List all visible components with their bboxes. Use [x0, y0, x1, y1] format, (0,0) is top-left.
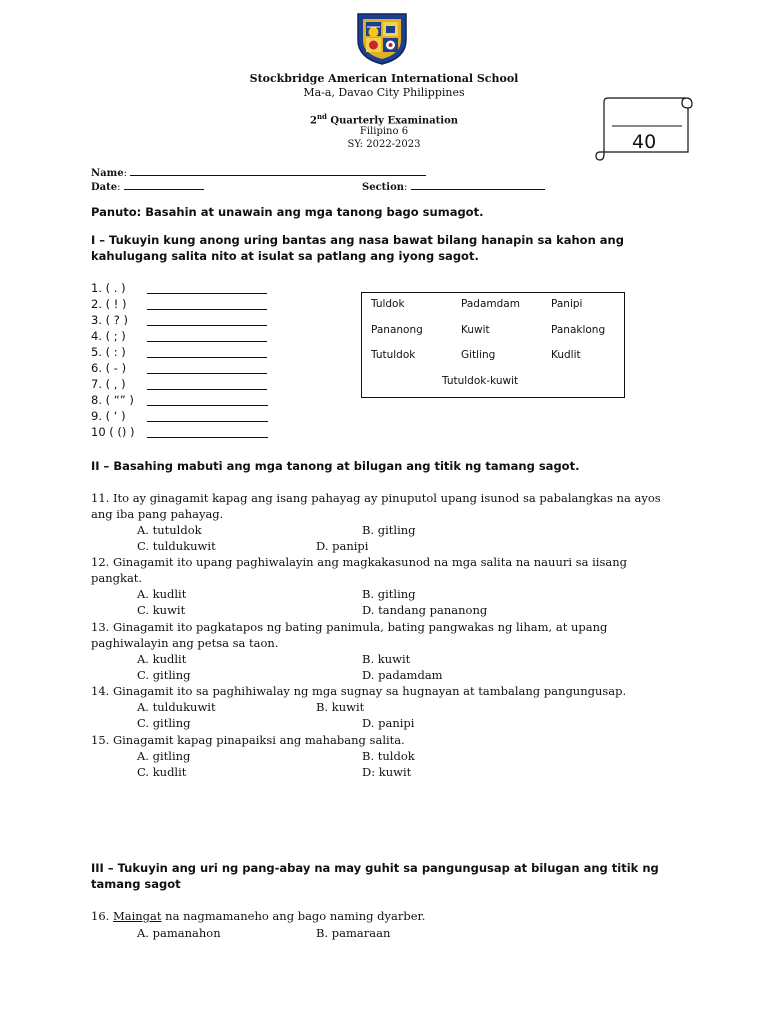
choice-b[interactable]: B. gitling	[362, 587, 416, 601]
word-bank-item: Tuldok	[371, 298, 405, 310]
answer-blank[interactable]	[147, 405, 268, 406]
part3-heading-line1: III – Tukuyin ang uri ng pang-abay na may guhit sa pangungusap at bilugan ang titik ng	[91, 861, 659, 875]
punctuation-item: 7. ( , )	[91, 377, 126, 391]
question-13-text-cont: paghiwalayin ang petsa sa taon.	[91, 636, 279, 650]
choice-d[interactable]: D. panipi	[316, 539, 369, 553]
punctuation-item: 3. ( ? )	[91, 313, 129, 327]
name-field[interactable]: Name:	[91, 165, 426, 179]
answer-blank[interactable]	[147, 293, 267, 294]
choice-b[interactable]: B. gitling	[362, 523, 416, 537]
question-14-text: 14. Ginagamit ito sa paghihiwalay ng mga sugnay sa hugnayan at tambalang pangungusap.	[91, 684, 627, 698]
answer-blank[interactable]	[147, 341, 267, 342]
word-bank-item: Kuwit	[461, 324, 490, 336]
word-bank-item: Gitling	[461, 349, 496, 361]
word-bank-item: Tutuldok	[371, 349, 416, 361]
score-scroll	[594, 96, 698, 164]
punctuation-item: 9. ( ‘ )	[91, 409, 126, 423]
punctuation-item: 8. ( “” )	[91, 393, 134, 407]
answer-blank[interactable]	[147, 325, 267, 326]
choice-c[interactable]: C. kuwit	[137, 603, 186, 617]
school-location: Ma-a, Davao City Philippines	[303, 86, 465, 99]
choice-d[interactable]: D. panipi	[362, 716, 415, 730]
answer-blank[interactable]	[147, 357, 267, 358]
question-16-text: 16. Maingat na nagmamaneho ang bago naming dyarber.	[91, 909, 426, 923]
answer-blank[interactable]	[147, 373, 267, 374]
part1-heading-line1: I – Tukuyin kung anong uring bantas ang nasa bawat bilang hanapin sa kahon ang	[91, 233, 624, 247]
word-bank-item: Kudlit	[551, 349, 581, 361]
word-bank-item: Panipi	[551, 298, 583, 310]
choice-b[interactable]: B. tuldok	[362, 749, 415, 763]
word-bank-box	[361, 292, 625, 398]
part2-heading: II – Basahing mabuti ang mga tanong at bilugan ang titik ng tamang sagot.	[91, 459, 580, 473]
question-11-text-cont: ang iba pang pahayag.	[91, 507, 224, 521]
choice-b[interactable]: B. kuwit	[316, 700, 365, 714]
instructions: Panuto: Basahin at unawain ang mga tanong bago sumagot.	[91, 205, 484, 219]
word-bank-item: Padamdam	[461, 298, 520, 310]
answer-blank[interactable]	[147, 421, 268, 422]
choice-d[interactable]: D. padamdam	[362, 668, 443, 682]
section-field[interactable]: Section:	[362, 179, 545, 193]
punctuation-item: 6. ( - )	[91, 361, 127, 375]
question-13-text: 13. Ginagamit ito pagkatapos ng bating panimula, bating pangwakas ng liham, at upang	[91, 620, 608, 634]
choice-a[interactable]: A. kudlit	[137, 652, 187, 666]
word-bank-item: Pananong	[371, 324, 423, 336]
choice-c[interactable]: C. kudlit	[137, 765, 187, 779]
answer-blank[interactable]	[147, 309, 267, 310]
school-crest-logo	[354, 10, 410, 66]
underlined-adverb: Maingat	[112, 909, 162, 923]
exam-title: 2nd Quarterly Examination	[309, 112, 459, 127]
choice-a[interactable]: A. kudlit	[137, 587, 187, 601]
punctuation-item: 5. ( : )	[91, 345, 126, 359]
school-year: SY: 2022-2023	[347, 139, 421, 150]
date-field[interactable]: Date:	[91, 179, 204, 193]
answer-blank[interactable]	[147, 389, 267, 390]
choice-c[interactable]: C. gitling	[137, 668, 191, 682]
punctuation-item: 10 ( () )	[91, 425, 135, 439]
choice-a[interactable]: A. pamanahon	[137, 926, 221, 940]
question-11-text: 11. Ito ay ginagamit kapag ang isang pahayag ay pinuputol upang isunod sa pabalangkas na ayos	[91, 491, 661, 505]
choice-b[interactable]: B. kuwit	[362, 652, 411, 666]
part1-heading-line2: kahulugang salita nito at isulat sa patlang ang iyong sagot.	[91, 249, 479, 263]
choice-a[interactable]: A. tutuldok	[137, 523, 202, 537]
answer-blank[interactable]	[147, 437, 268, 438]
choice-c[interactable]: C. gitling	[137, 716, 191, 730]
subject: Filipino 6	[359, 126, 409, 137]
score-total: 40	[632, 131, 657, 153]
question-12-text-cont: pangkat.	[91, 571, 143, 585]
question-12-text: 12. Ginagamit ito upang paghiwalayin ang magkakasunod na mga salita na nauuri sa iisang	[91, 555, 627, 569]
question-15-text: 15. Ginagamit kapag pinapaiksi ang mahabang salita.	[91, 733, 405, 747]
choice-d[interactable]: D: kuwit	[362, 765, 412, 779]
choice-c[interactable]: C. tuldukuwit	[137, 539, 216, 553]
punctuation-item: 1. ( . )	[91, 281, 126, 295]
choice-b[interactable]: B. pamaraan	[316, 926, 391, 940]
choice-a[interactable]: A. tuldukuwit	[137, 700, 216, 714]
word-bank-item: Tutuldok-kuwit	[442, 375, 519, 387]
choice-a[interactable]: A. gitling	[137, 749, 191, 763]
punctuation-item: 2. ( ! )	[91, 297, 127, 311]
school-name: Stockbridge American International School	[249, 72, 519, 85]
part3-heading-line2: tamang sagot	[91, 877, 181, 891]
punctuation-item: 4. ( ; )	[91, 329, 126, 343]
word-bank-item: Panaklong	[551, 324, 606, 336]
choice-d[interactable]: D. tandang pananong	[362, 603, 488, 617]
